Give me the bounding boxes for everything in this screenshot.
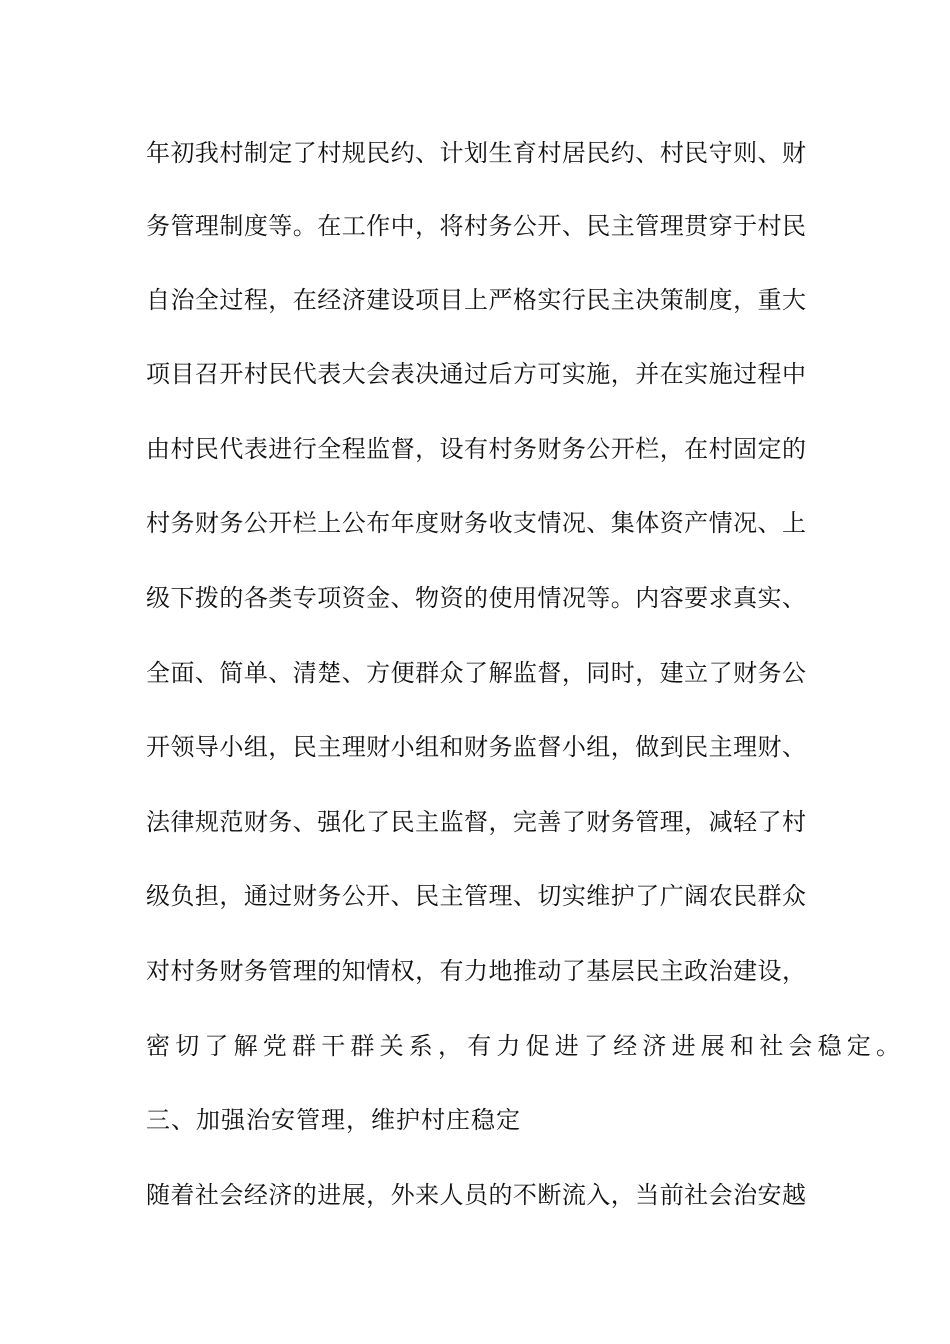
paragraph-line-4: 项目召开村民代表大会表决通过后方可实施，并在实施过程中: [146, 360, 806, 388]
paragraph-line-13: 密切了解党群干群关系，有力促进了经济进展和社会稳定。: [146, 1032, 906, 1060]
next-paragraph-line: 随着社会经济的进展，外来人员的不断流入，当前社会治安越: [146, 1181, 806, 1209]
paragraph-line-5: 由村民代表进行全程监督，设有村务财务公开栏，在村固定的: [146, 435, 806, 463]
paragraph-line-7: 级下拨的各类专项资金、物资的使用情况等。内容要求真实、: [146, 584, 806, 612]
paragraph-line-2: 务管理制度等。在工作中，将村务公开、民主管理贯穿于村民: [146, 212, 806, 240]
paragraph-line-11: 级负担，通过财务公开、民主管理、切实维护了广阔农民群众: [146, 882, 806, 910]
paragraph-line-8: 全面、简单、清楚、方便群众了解监督，同时，建立了财务公: [146, 659, 806, 687]
paragraph-line-10: 法律规范财务、强化了民主监督，完善了财务管理，减轻了村: [146, 808, 806, 836]
section-heading: 三、加强治安管理，维护村庄稳定: [146, 1106, 521, 1134]
paragraph-line-6: 村务财务公开栏上公布年度财务收支情况、集体资产情况、上: [146, 509, 806, 537]
paragraph-line-9: 开领导小组，民主理财小组和财务监督小组，做到民主理财、: [146, 733, 806, 761]
paragraph-line-12: 对村务财务管理的知情权，有力地推动了基层民主政治建设，: [146, 957, 806, 985]
paragraph-line-1: 年初我村制定了村规民约、计划生育村居民约、村民守则、财: [146, 139, 806, 167]
paragraph-line-3: 自治全过程，在经济建设项目上严格实行民主决策制度，重大: [146, 286, 806, 314]
